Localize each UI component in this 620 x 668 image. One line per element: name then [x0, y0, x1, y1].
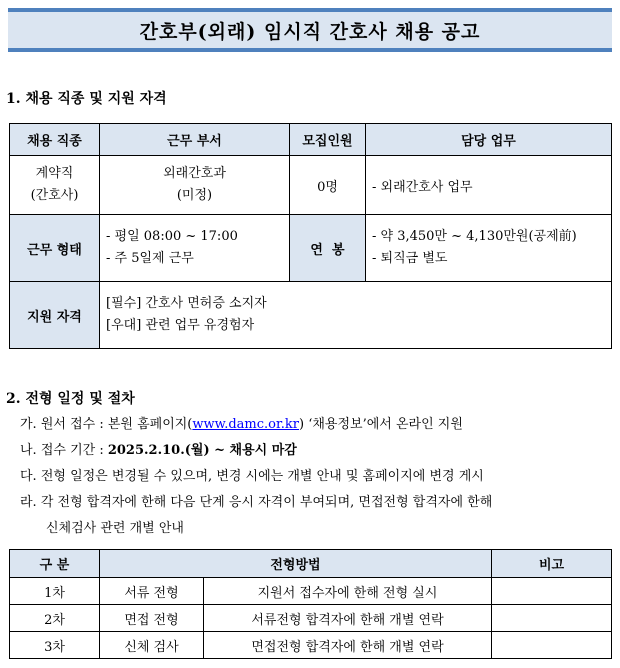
- stage-name-cell: 서류 전형: [100, 578, 204, 605]
- header-note: 비고: [492, 550, 612, 578]
- apply-period-value: 2025.2.10.(월) ~ 채용시 마감: [107, 443, 297, 458]
- department-cell: [100, 156, 290, 215]
- stage-cell: 2차: [10, 605, 100, 632]
- stage-cell: 3차: [10, 632, 100, 659]
- stage-name-cell: 신체 검사: [100, 632, 204, 659]
- section1-heading: 1. 채용 직종 및 지원 자격: [6, 91, 167, 107]
- stage-desc-cell: 면접전형 합격자에 한해 개별 연락: [204, 632, 492, 659]
- stage-notice-line-2: 신체검사 관련 개별 안내: [46, 521, 184, 536]
- table-row: [10, 605, 612, 632]
- job-type-line: 계약직: [35, 166, 74, 181]
- header-count: 모집인원: [290, 124, 366, 156]
- qualification-label: 지원 자격: [10, 282, 100, 349]
- salary-label: 연 봉: [290, 215, 366, 282]
- salary-line: - 약 3,450만 ~ 4,130만원(공제前): [372, 229, 577, 244]
- salary-line: - 퇴직금 별도: [372, 251, 448, 266]
- stage-note-cell: [492, 605, 612, 632]
- job-type-cell: [10, 156, 100, 215]
- stage-note-cell: [492, 632, 612, 659]
- qualification-line: [필수] 간호사 면허증 소지자: [106, 296, 267, 311]
- stage-cell: 1차: [10, 578, 100, 605]
- section2-heading: 2. 전형 일정 및 절차: [6, 391, 135, 407]
- table-row: [10, 632, 612, 659]
- header-job-type: 채용 직종: [10, 124, 100, 156]
- process-table: [9, 549, 612, 659]
- work-form-line: - 평일 08:00 ~ 17:00: [106, 229, 238, 244]
- work-form-label: 근무 형태: [10, 215, 100, 282]
- header-method: 전형방법: [100, 550, 492, 578]
- duty-cell: - 외래간호사 업무: [366, 156, 612, 215]
- stage-desc-cell: 서류전형 합격자에 한해 개별 연락: [204, 605, 492, 632]
- qualification-table: [9, 123, 612, 349]
- apply-method-line: [20, 413, 463, 432]
- table-row: [10, 578, 612, 605]
- stage-notice-line: 라. 각 전형 합격자에 한해 다음 단계 응시 자격이 부여되며, 면접전형 합격자에 한해: [20, 495, 493, 510]
- apply-method-prefix: 가. 원서 접수 : 본원 홈페이지(: [20, 417, 193, 432]
- qualification-cell: [100, 282, 612, 349]
- apply-period-prefix: 나. 접수 기간 :: [20, 443, 108, 458]
- stage-note-cell: [492, 578, 612, 605]
- apply-method-suffix: ) ‘채용정보’에서 온라인 지원: [299, 417, 463, 432]
- header-department: 근무 부서: [100, 124, 290, 156]
- page-title: 간호부(외래) 임시직 간호사 채용 공고: [8, 8, 612, 52]
- salary-cell: [366, 215, 612, 282]
- stage-name-cell: 면접 전형: [100, 605, 204, 632]
- header-duty: 담당 업무: [366, 124, 612, 156]
- work-form-line: - 주 5일제 근무: [106, 251, 194, 266]
- header-stage: 구 분: [10, 550, 100, 578]
- work-form-cell: [100, 215, 290, 282]
- department-line: 외래간호과: [163, 166, 226, 181]
- count-cell: 0명: [290, 156, 366, 215]
- stage-desc-cell: 지원서 접수자에 한해 전형 실시: [204, 578, 492, 605]
- job-type-line: (간호사): [30, 188, 79, 203]
- homepage-link[interactable]: www.damc.or.kr: [192, 417, 300, 432]
- apply-period-line: [20, 439, 297, 458]
- schedule-notice-line: 다. 전형 일정은 변경될 수 있으며, 변경 시에는 개별 안내 및 홈페이지에 변경 게시: [20, 469, 484, 484]
- qualification-line: [우대] 관련 업무 유경험자: [106, 318, 255, 333]
- department-line: (미정): [176, 188, 213, 203]
